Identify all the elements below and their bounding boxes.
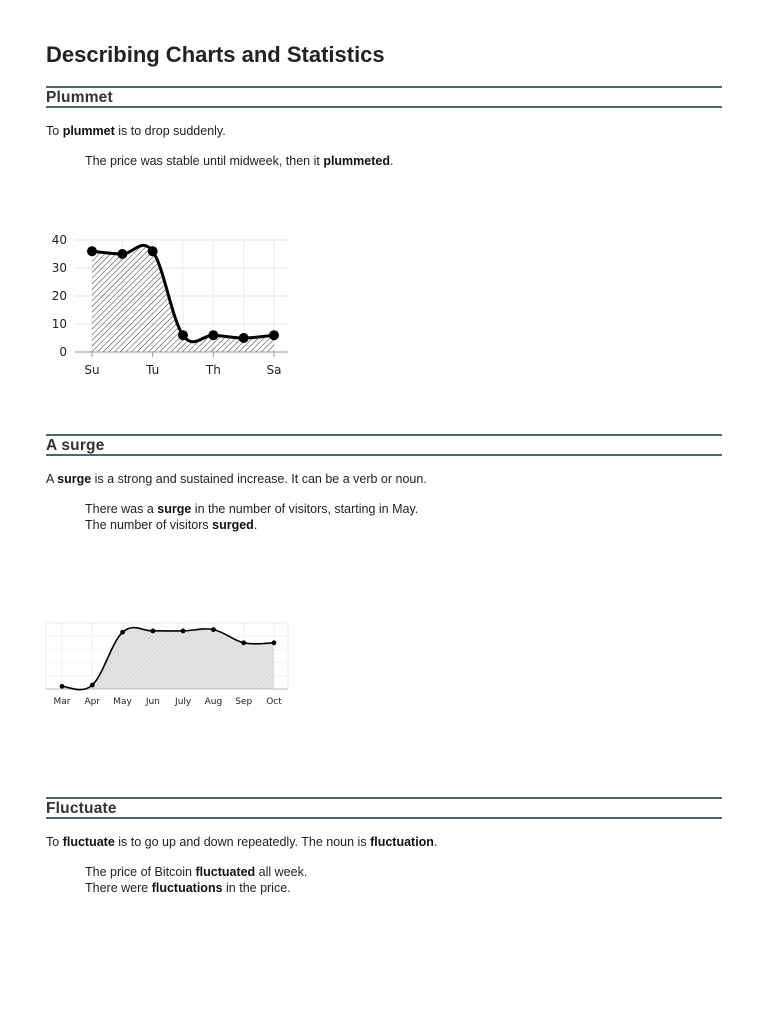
data-point [60,684,65,689]
data-point [208,330,218,340]
term: fluctuation [370,835,434,849]
data-point [241,640,246,645]
x-tick-label: Oct [266,697,282,707]
definition: To plummet is to drop suddenly. [46,124,226,138]
y-tick-label: 30 [51,261,67,275]
section-heading [46,797,722,819]
section-heading-text: Plummet [46,89,113,106]
example-sentence: The price was stable until midweek, then it plummeted. [85,154,394,168]
x-tick-label: May [113,697,132,707]
data-point [272,640,277,645]
data-point [239,333,249,343]
data-point [148,246,158,256]
term: surge [57,472,92,486]
y-tick-label: 0 [59,345,67,359]
data-point [117,249,127,259]
y-tick-label: 20 [51,289,67,303]
page-title: Describing Charts and Statistics [46,42,385,67]
data-point [269,330,279,340]
y-tick-label: 40 [51,233,67,247]
x-tick-label: Sep [235,697,253,707]
plummet-chart [40,228,300,388]
section-heading-text: A surge [46,437,105,454]
section-plummet [46,86,722,169]
term: plummet [62,124,115,138]
x-tick-label: Sa [266,363,282,377]
data-point [211,627,216,632]
data-point [87,246,97,256]
y-tick-label: 10 [51,317,67,331]
x-tick-label: Apr [84,697,101,707]
x-tick-label: Aug [204,697,223,707]
x-tick-label: Th [205,363,221,377]
area-fill [62,628,274,690]
example-sentence: The number of visitors surged. [85,518,258,532]
section-surge [46,434,722,533]
section-fluctuate [46,797,722,896]
x-tick-label: Tu [146,363,160,377]
term: fluctuate [62,835,115,849]
definition: To fluctuate is to go up and down repeatedly. The noun is fluctuation. [46,835,438,849]
x-tick-label: July [175,697,192,707]
x-tick-label: Su [84,363,100,377]
x-tick-label: Jun [145,697,160,707]
section-heading-text: Fluctuate [46,800,117,817]
data-point [150,629,155,634]
example-sentence: There were fluctuations in the price. [85,881,291,895]
section-heading [46,86,722,108]
example-sentence: There was a surge in the number of visitors, starting in May. [85,502,419,516]
data-point [90,683,95,688]
section-heading [46,434,722,456]
example-sentence: The price of Bitcoin fluctuated all week. [85,865,308,879]
x-tick-label: Mar [53,697,71,707]
definition: A surge is a strong and sustained increase. It can be a verb or noun. [46,472,427,486]
data-point [120,630,125,635]
data-point [181,629,186,634]
surge-chart [40,615,300,715]
data-point [178,330,188,340]
